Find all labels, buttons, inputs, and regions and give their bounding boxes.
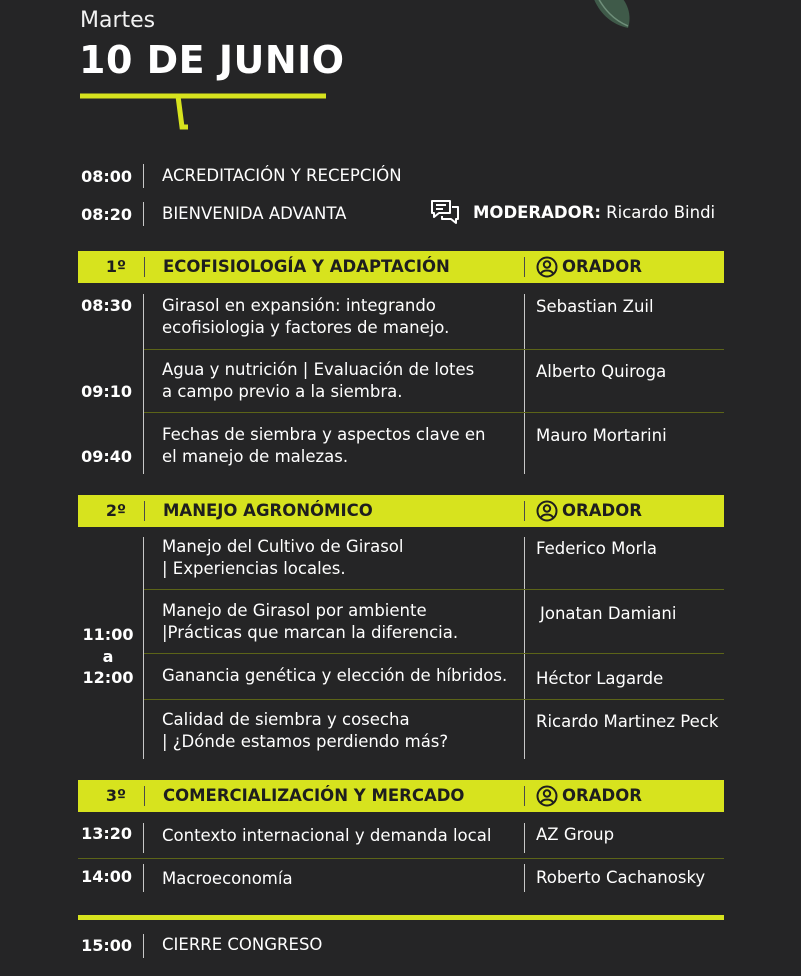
user-circle-icon [536, 500, 558, 522]
talk-title: Macroeconomía [162, 869, 293, 888]
intro-title-2: BIENVENIDA ADVANTA [162, 204, 347, 223]
speaker-name: Héctor Lagarde [536, 669, 664, 688]
talk-line-2: | Experiencias locales. [162, 558, 346, 578]
divider [524, 257, 525, 277]
divider [524, 864, 525, 892]
talk-line-1: Calidad de siembra y cosecha [162, 710, 410, 729]
talk-line-1: Ganancia genética y elección de híbridos. [162, 666, 508, 685]
day-label: Martes [80, 8, 156, 33]
row-divider [144, 653, 724, 654]
talk-title [162, 665, 507, 687]
speaker-name: Alberto Quiroga [536, 362, 667, 381]
speaker-name: Roberto Cachanosky [536, 868, 706, 887]
speaker-name: Mauro Mortarini [536, 426, 667, 445]
time-range [80, 624, 136, 689]
intro-title-1: ACREDITACIÓN Y RECEPCIÓN [162, 166, 402, 185]
row-divider [144, 412, 724, 413]
user-circle-icon [536, 785, 558, 807]
section-title: MANEJO AGRONÓMICO [163, 501, 373, 520]
row-divider [144, 699, 724, 700]
time-from: 11:00 [82, 625, 134, 644]
moderator [473, 203, 715, 222]
talk-line-1: Manejo de Girasol por ambiente [162, 601, 427, 620]
talk-line-1: Manejo del Cultivo de Girasol [162, 537, 404, 556]
moderator-label: MODERADOR: [473, 203, 601, 222]
speaker-heading: ORADOR [562, 786, 642, 805]
talk-title [162, 295, 449, 338]
divider [144, 257, 145, 277]
divider [524, 537, 525, 759]
talk-line-2: | ¿Dónde estamos perdiendo más? [162, 731, 449, 751]
talk-time: 14:00 [81, 867, 132, 886]
divider [143, 864, 144, 892]
section-title: ECOFISIOLOGÍA Y ADAPTACIÓN [163, 257, 450, 276]
divider [143, 537, 144, 759]
divider [143, 934, 144, 958]
leaf-decoration [588, 0, 634, 34]
divider [144, 501, 145, 521]
talk-line-1: Girasol en expansión: integrando [162, 296, 436, 315]
talk-title: Contexto internacional y demanda local [162, 826, 492, 845]
speaker-heading: ORADOR [562, 501, 642, 520]
row-divider [144, 349, 724, 350]
time-to: 12:00 [82, 668, 134, 687]
chat-bubbles-icon [430, 199, 460, 225]
row-divider [78, 858, 724, 859]
user-circle-icon [536, 256, 558, 278]
talk-line-2: a campo previo a la siembra. [162, 381, 403, 401]
divider [524, 823, 525, 853]
talk-time: 08:30 [81, 296, 132, 315]
speaker-name: AZ Group [536, 825, 615, 844]
date-title: 10 DE JUNIO [79, 38, 345, 82]
divider [524, 501, 525, 521]
talk-time: 09:10 [81, 382, 132, 401]
closing-time: 15:00 [81, 936, 132, 955]
speaker-name: Ricardo Martinez Peck [536, 712, 719, 731]
talk-line-1: Fechas de siembra y aspectos clave en [162, 425, 486, 444]
section-title: COMERCIALIZACIÓN Y MERCADO [163, 786, 465, 805]
divider [143, 202, 144, 226]
divider [143, 164, 144, 188]
closing-title: CIERRE CONGRESO [162, 935, 323, 954]
speaker-name: Federico Morla [536, 539, 657, 558]
divider [524, 294, 525, 474]
talk-title [162, 600, 458, 643]
speech-bubble-underline [80, 93, 328, 133]
talk-time: 13:20 [81, 824, 132, 843]
talk-title [162, 424, 485, 467]
section-header-3 [78, 780, 724, 812]
section-header-2 [78, 495, 724, 527]
intro-time-1: 08:00 [81, 167, 132, 186]
talk-time: 09:40 [81, 447, 132, 466]
row-divider [144, 589, 724, 590]
moderator-name: Ricardo Bindi [606, 203, 716, 222]
section-number: 2º [105, 501, 126, 520]
section-number: 1º [105, 257, 126, 276]
time-separator: a [102, 646, 114, 666]
talk-title [162, 536, 403, 579]
speaker-name: Sebastian Zuil [536, 297, 654, 316]
talk-title [162, 359, 474, 402]
intro-time-2: 08:20 [81, 205, 132, 224]
divider [524, 786, 525, 806]
speaker-name: Jonatan Damiani [540, 604, 677, 623]
divider [143, 294, 144, 474]
speaker-heading: ORADOR [562, 257, 642, 276]
divider [144, 786, 145, 806]
section-header-1 [78, 251, 724, 283]
section-number: 3º [105, 786, 126, 805]
talk-line-1: Agua y nutrición | Evaluación de lotes [162, 360, 475, 379]
talk-title [162, 709, 448, 752]
talk-line-2: ecofisiologia y factores de manejo. [162, 317, 450, 337]
divider [143, 823, 144, 853]
talk-line-2: |Prácticas que marcan la diferencia. [162, 622, 459, 642]
talk-line-2: el manejo de malezas. [162, 446, 349, 466]
accent-divider [78, 915, 724, 920]
